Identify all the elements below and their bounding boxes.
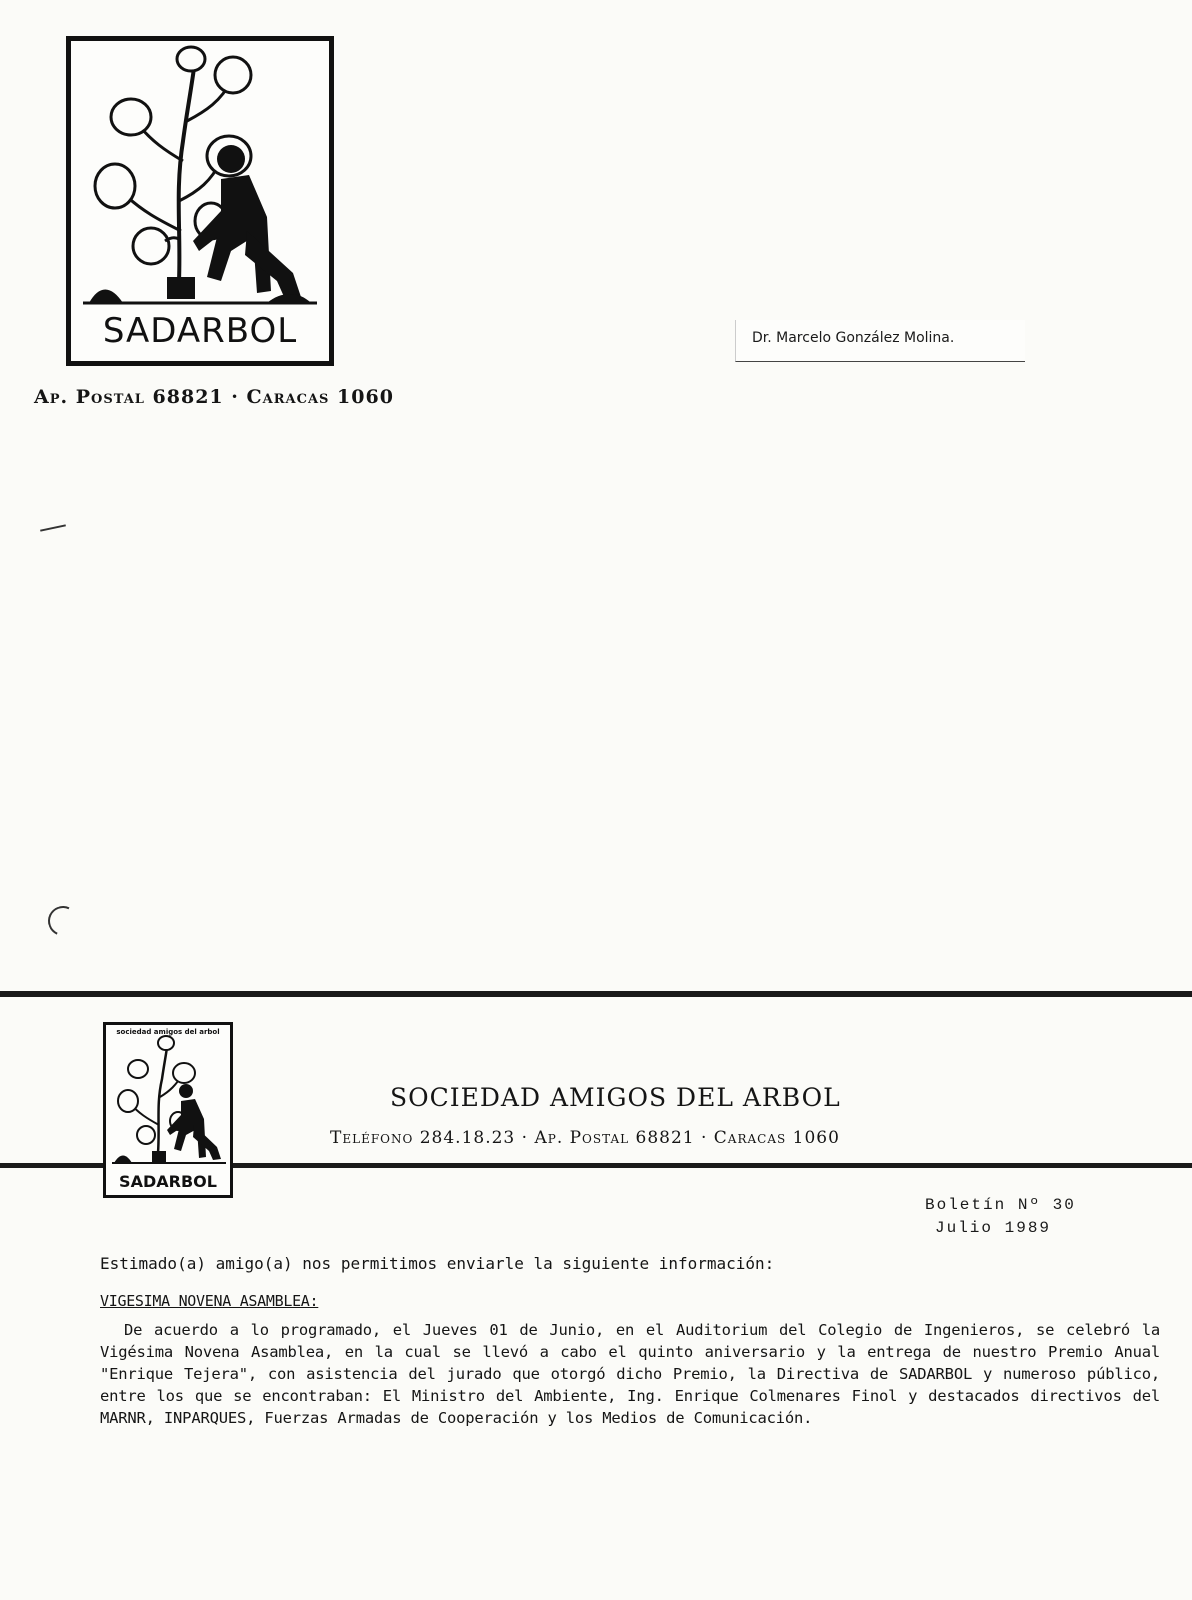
small-logo-wordmark: SADARBOL (119, 1172, 217, 1191)
organization-name: SOCIEDAD AMIGOS DEL ARBOL (390, 1083, 841, 1112)
organization-contact: Teléfono 284.18.23 · Ap. Postal 68821 · Caracas 1060 (330, 1128, 840, 1148)
tree-planter-icon (106, 1025, 230, 1195)
logo-wordmark: SADARBOL (102, 311, 298, 351)
bulletin-issue (925, 1194, 1076, 1240)
author-label (735, 320, 1025, 362)
letter-body (100, 1253, 1160, 1429)
sadarbol-logo-small (103, 1022, 233, 1198)
staple-mark (40, 524, 66, 531)
section-paragraph: De acuerdo a lo programado, el Jueves 01 de Junio, en el Auditorium del Colegio de Ingenieros, se celebró la Vigésima Novena Asamblea, en la cual se llevó a cabo el quinto aniversario y la entrega de nuestro Premio Anual "Enrique Tejera", con asistencia del jurado que otorgó dicho Premio, la Directiva de SADARBOL y numeroso público, entre los que se encontraban: El Ministro del Ambiente, Ing. Enrique Colmenares Finol y destacados directivos del MARNR, INPARQUES, Fuerzas Armadas de Cooperación y los Medios de Comunicación. (100, 1321, 1160, 1427)
bulletin-date: Julio 1989 (935, 1219, 1052, 1237)
top-divider-line (0, 991, 1192, 997)
punch-hole-mark (44, 902, 82, 940)
author-name: Dr. Marcelo González Molina. (752, 330, 955, 346)
small-logo-caption: sociedad amigos del arbol (116, 1028, 220, 1036)
section-heading: VIGESIMA NOVENA ASAMBLEA: (100, 1292, 319, 1310)
sadarbol-logo-large (66, 36, 334, 366)
bulletin-number: Boletín Nº 30 (925, 1196, 1076, 1214)
greeting-line: Estimado(a) amigo(a) nos permitimos enviarle la siguiente información: (100, 1254, 775, 1273)
postal-address-top: Ap. Postal 68821 · Caracas 1060 (34, 386, 394, 408)
